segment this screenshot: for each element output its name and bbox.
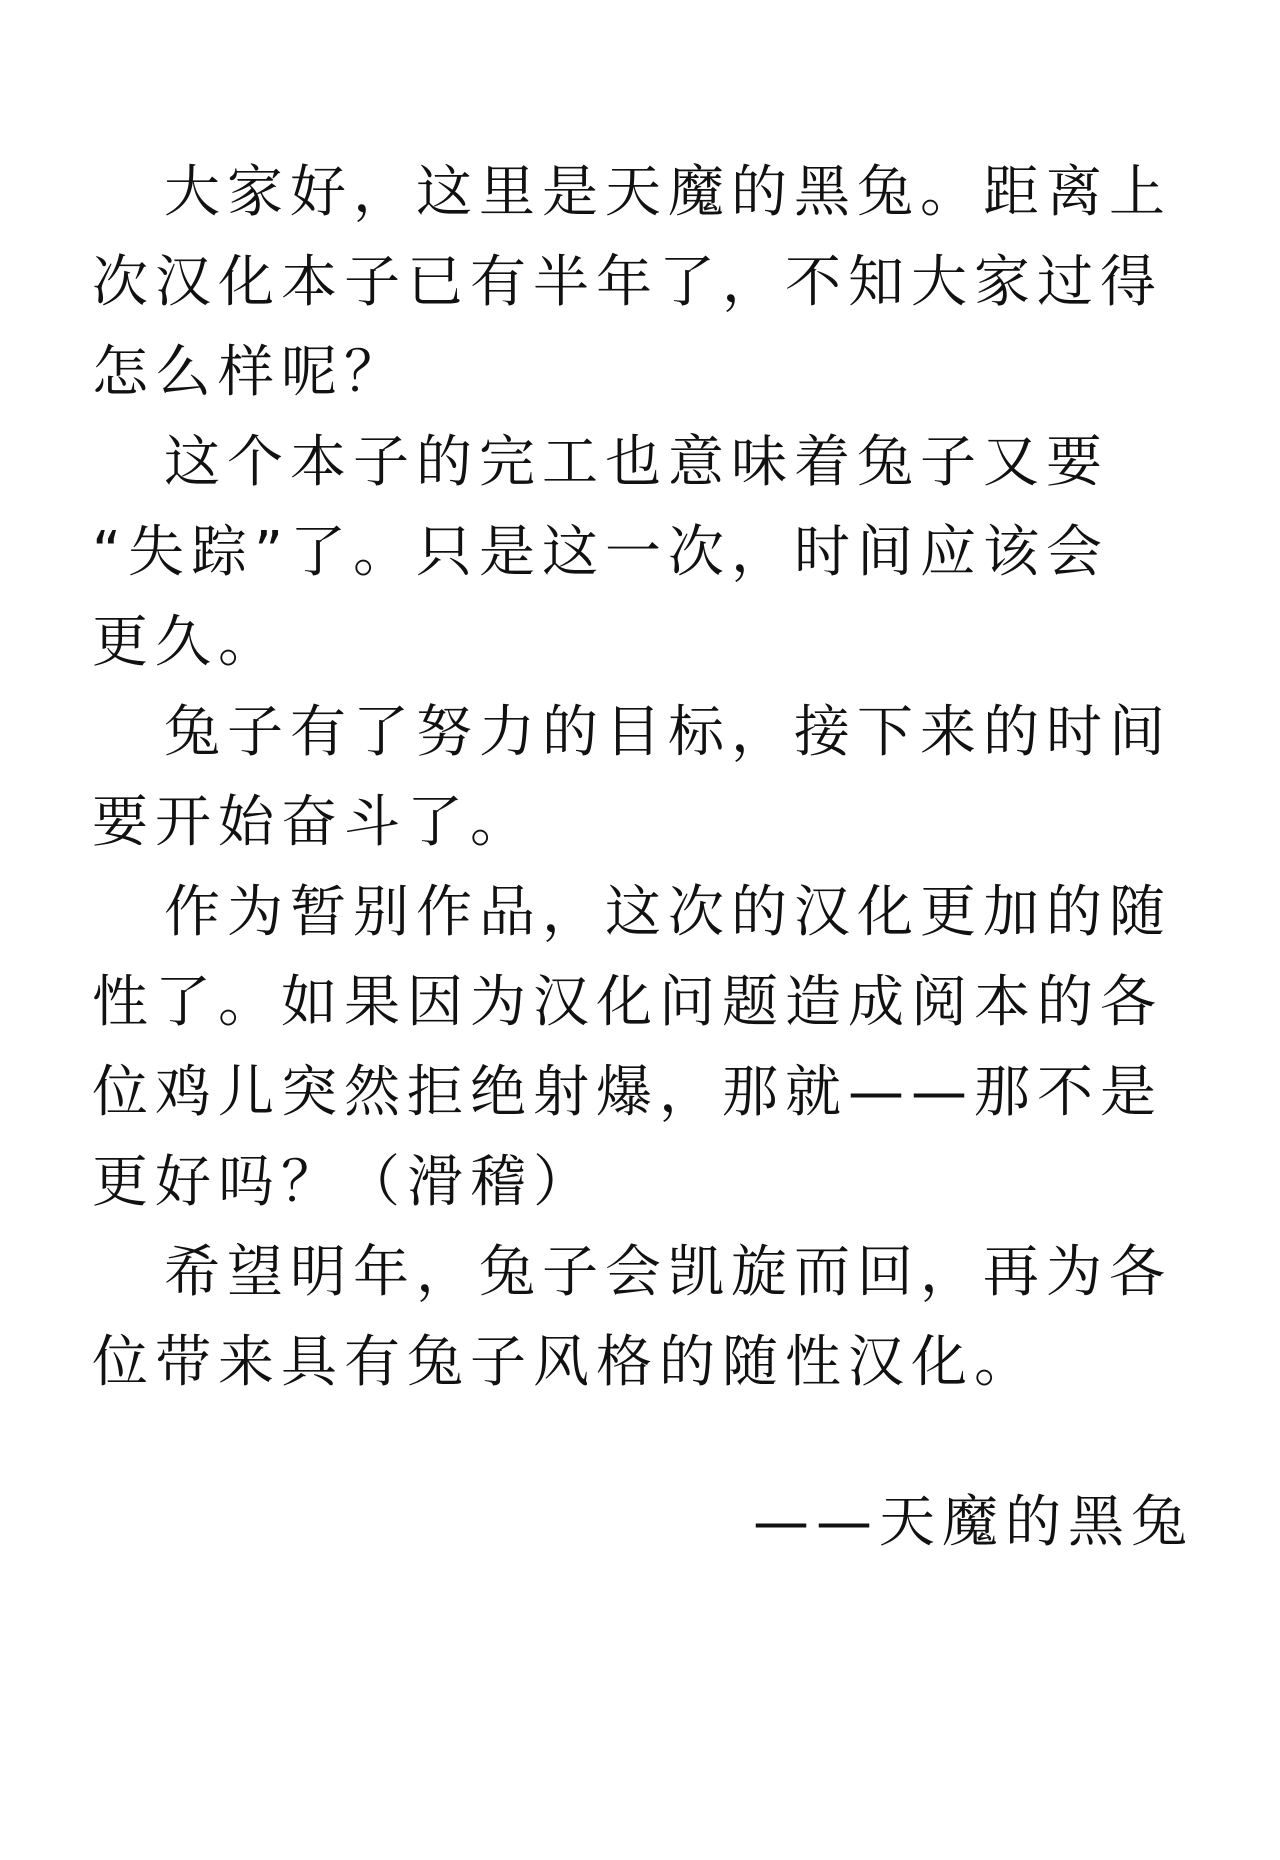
paragraph-line: 要开始奋斗了。 [92,790,533,855]
paragraph-line: 这个本子的完工也意味着兔子又要 [164,430,1109,495]
signature: ——天魔的黑兔 [753,1490,1194,1555]
paragraph-line: 更好吗？（滑稽） [92,1150,596,1215]
paragraph-line: 希望明年，兔子会凯旋而回，再为各 [164,1240,1172,1305]
paragraph-line: 怎么样呢？ [92,340,407,405]
paragraph-line: 性了。如果因为汉化问题造成阅本的各 [92,970,1163,1035]
paragraph-line: 兔子有了努力的目标，接下来的时间 [164,700,1172,765]
letter-body [92,148,1202,1408]
paragraph-disappearance [92,418,1202,688]
paragraph-line: 位鸡儿突然拒绝射爆，那就——那不是 [92,1060,1163,1125]
paragraph-line: “失踪”了。只是这一次，时间应该会 [92,520,1110,585]
paragraph-line: 大家好，这里是天魔的黑兔。距离上 [164,160,1172,225]
paragraph-line: 作为暂别作品，这次的汉化更加的随 [164,880,1172,945]
paragraph-greeting [92,148,1202,418]
paragraph-goal [92,688,1202,868]
paragraph-hope [92,1228,1202,1408]
paragraph-farewell-work [92,868,1202,1228]
paragraph-line: 更久。 [92,610,281,675]
paragraph-line: 次汉化本子已有半年了，不知大家过得 [92,250,1163,315]
paragraph-line: 位带来具有兔子风格的随性汉化。 [92,1330,1037,1395]
